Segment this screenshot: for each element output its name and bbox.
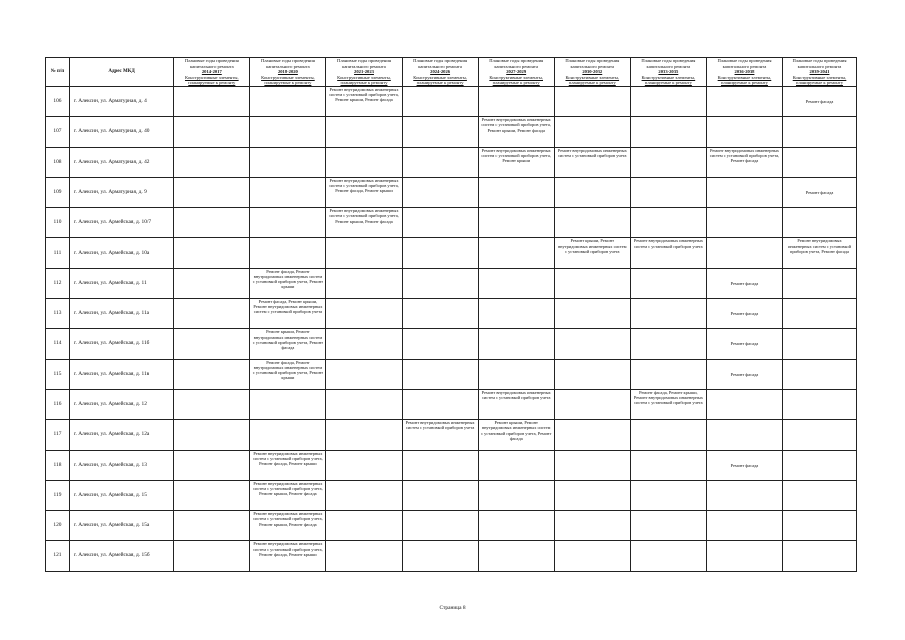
repair-works-cell: Ремонт крыши, Ремонт внутридомовых инженерных систем с установкой приборов учета, Ремонт фасада	[250, 329, 326, 359]
repair-works-cell	[326, 420, 402, 450]
row-address: г. Алексин, ул. Армейская, д. 15а	[69, 511, 173, 541]
repair-works-cell: Ремонт фасада, Ремонт внутридомовых инженерных систем с установкой приборов учета, Ремонт крыши	[250, 359, 326, 389]
repair-works-cell	[326, 268, 402, 298]
repair-works-cell	[478, 299, 554, 329]
repair-works-cell	[630, 511, 706, 541]
table-row	[46, 511, 857, 541]
repair-works-cell	[402, 238, 478, 268]
repair-works-cell	[554, 268, 630, 298]
repair-works-cell	[402, 511, 478, 541]
repair-works-cell: Ремонт внутридомовых инженерных систем с установкой приборов учета, Ремонт фасада	[783, 238, 857, 268]
row-number: 120	[46, 511, 70, 541]
row-address: г. Алексин, ул. Арматурная, д. 40	[69, 117, 173, 147]
header-period: Плановые годы проведения капитального ремонта 2033-2035 Конструктивные элементы, планируемые к ремонту	[630, 58, 706, 87]
header-period: Плановые годы проведения капитального ремонта 2024-2026 Конструктивные элементы, планируемые к ремонту	[402, 58, 478, 87]
repair-works-cell	[478, 238, 554, 268]
repair-works-cell	[783, 420, 857, 450]
row-address: г. Алексин, ул. Армейская, д. 11а	[69, 299, 173, 329]
repair-works-cell	[630, 177, 706, 207]
repair-works-cell	[402, 541, 478, 571]
repair-works-cell	[783, 208, 857, 238]
row-number: 110	[46, 208, 70, 238]
row-address: г. Алексин, ул. Армейская, д. 11	[69, 268, 173, 298]
repair-works-cell	[554, 208, 630, 238]
repair-works-cell	[630, 359, 706, 389]
repair-works-cell	[783, 299, 857, 329]
repair-works-cell	[554, 389, 630, 419]
row-number: 108	[46, 147, 70, 177]
row-number: 119	[46, 480, 70, 510]
repair-works-cell	[250, 420, 326, 450]
table-row	[46, 329, 857, 359]
repair-works-cell	[326, 238, 402, 268]
repair-works-cell	[402, 208, 478, 238]
repair-works-cell	[174, 480, 250, 510]
header-period: Плановые годы проведения капитального ремонта 2018-2020 Конструктивные элементы, планируемые к ремонту	[250, 58, 326, 87]
repair-works-cell	[706, 86, 782, 116]
row-address: г. Алексин, ул. Арматурная, д. 42	[69, 147, 173, 177]
repair-works-cell: Ремонт фасада	[706, 359, 782, 389]
repair-works-cell	[630, 117, 706, 147]
repair-works-cell	[174, 359, 250, 389]
header-period: Плановые годы проведения капитального ремонта 2039-2041 Конструктивные элементы, планируемые к ремонту	[783, 58, 857, 87]
table-row	[46, 389, 857, 419]
repair-works-cell	[174, 389, 250, 419]
repair-works-cell	[174, 208, 250, 238]
row-number: 115	[46, 359, 70, 389]
repair-works-cell	[630, 329, 706, 359]
repair-works-cell	[174, 86, 250, 116]
table-row	[46, 208, 857, 238]
repair-works-cell	[174, 420, 250, 450]
header-period: Плановые годы проведения капитального ремонта 2030-2032 Конструктивные элементы, планируемые к ремонту	[554, 58, 630, 87]
row-number: 106	[46, 86, 70, 116]
repair-works-cell	[402, 299, 478, 329]
row-address: г. Алексин, ул. Армейская, д. 15	[69, 480, 173, 510]
repair-works-cell	[326, 541, 402, 571]
page-number: Страница 8	[439, 605, 466, 611]
repair-works-cell	[554, 359, 630, 389]
repair-works-cell	[174, 329, 250, 359]
repair-works-cell	[478, 541, 554, 571]
repair-works-cell	[174, 450, 250, 480]
repair-works-cell: Ремонт внутридомовых инженерных систем с установкой приборов учета	[630, 238, 706, 268]
row-number: 112	[46, 268, 70, 298]
repair-works-cell: Ремонт фасада, Ремонт крыши, Ремонт внутридомовых инженерных систем с установкой приборов учета	[250, 299, 326, 329]
repair-works-cell: Ремонт внутридомовых инженерных систем с установкой приборов учета, Ремонт фасада, Ремонт крыши	[250, 450, 326, 480]
repair-works-cell	[402, 389, 478, 419]
repair-works-cell	[174, 541, 250, 571]
table-row	[46, 268, 857, 298]
repair-works-cell: Ремонт внутридомовых инженерных систем с установкой приборов учета	[402, 420, 478, 450]
repair-works-cell	[630, 86, 706, 116]
row-address: г. Алексин, ул. Арматурная, д. 9	[69, 177, 173, 207]
repair-works-cell	[554, 329, 630, 359]
repair-works-cell	[478, 208, 554, 238]
header-address: Адрес МКД	[69, 58, 173, 87]
row-address: г. Алексин, ул. Армейская, д. 15б	[69, 541, 173, 571]
repair-works-cell: Ремонт внутридомовых инженерных систем с установкой приборов учета, Ремонт крыши, Ремонт фасада	[250, 480, 326, 510]
table-row	[46, 420, 857, 450]
repair-works-cell	[630, 268, 706, 298]
table-header-row	[46, 58, 857, 87]
repair-works-cell	[554, 117, 630, 147]
row-address: г. Алексин, ул. Армейская, д. 12а	[69, 420, 173, 450]
repair-works-cell	[706, 238, 782, 268]
repair-works-cell: Ремонт внутридомовых инженерных систем с установкой приборов учета, Ремонт крыши, Ремонт фасада	[250, 511, 326, 541]
row-number: 117	[46, 420, 70, 450]
header-num: № п/п	[46, 58, 70, 87]
repair-works-cell	[402, 480, 478, 510]
repair-works-cell: Ремонт внутридомовых инженерных систем с установкой приборов учета	[554, 147, 630, 177]
repair-works-cell	[326, 389, 402, 419]
repair-works-cell	[783, 480, 857, 510]
table-row	[46, 147, 857, 177]
repair-works-cell	[326, 511, 402, 541]
repair-works-cell	[326, 329, 402, 359]
table-row	[46, 450, 857, 480]
repair-works-cell	[783, 541, 857, 571]
table-row	[46, 177, 857, 207]
repair-works-cell	[630, 480, 706, 510]
repair-works-cell	[706, 208, 782, 238]
repair-works-cell	[402, 147, 478, 177]
repair-works-cell	[326, 117, 402, 147]
repair-works-cell: Ремонт внутридомовых инженерных систем с установкой приборов учета, Ремонт фасада	[706, 147, 782, 177]
repair-works-cell	[250, 238, 326, 268]
repair-works-cell: Ремонт фасада, Ремонт крыши, Ремонт внутридомовых инженерных систем с установкой приборов учета	[630, 389, 706, 419]
table-row	[46, 238, 857, 268]
repair-works-cell	[706, 420, 782, 450]
repair-works-cell: Ремонт фасада	[706, 450, 782, 480]
repair-works-cell	[706, 117, 782, 147]
repair-works-cell: Ремонт внутридомовых инженерных систем с установкой приборов учета, Ремонт крыши	[478, 147, 554, 177]
repair-works-cell	[250, 117, 326, 147]
repair-works-cell	[630, 299, 706, 329]
repair-works-cell	[706, 177, 782, 207]
repair-works-cell	[630, 208, 706, 238]
repair-works-cell	[478, 177, 554, 207]
table-row	[46, 480, 857, 510]
repair-works-cell: Ремонт внутридомовых инженерных систем с установкой приборов учета, Ремонт фасада, Ремонт крыши	[326, 177, 402, 207]
repair-works-cell	[554, 511, 630, 541]
repair-works-cell	[478, 480, 554, 510]
row-number: 121	[46, 541, 70, 571]
repair-works-cell	[250, 208, 326, 238]
repair-works-cell	[174, 268, 250, 298]
repair-schedule-table	[45, 57, 857, 572]
header-period: Плановые годы проведения капитального ремонта 2036-2038 Конструктивные элементы, планируемые к ремонту	[706, 58, 782, 87]
repair-works-cell	[706, 511, 782, 541]
header-period: Плановые годы проведения капитального ремонта 2021-2023 Конструктивные элементы, планируемые к ремонту	[326, 58, 402, 87]
repair-works-cell: Ремонт фасада	[706, 268, 782, 298]
repair-works-cell	[783, 450, 857, 480]
row-address: г. Алексин, ул. Армейская, д. 13	[69, 450, 173, 480]
repair-works-cell	[402, 329, 478, 359]
repair-works-cell	[402, 450, 478, 480]
repair-works-cell	[174, 177, 250, 207]
repair-works-cell	[783, 511, 857, 541]
repair-works-cell	[554, 420, 630, 450]
repair-works-cell	[478, 86, 554, 116]
repair-works-cell	[478, 450, 554, 480]
repair-works-cell	[478, 268, 554, 298]
row-address: г. Алексин, ул. Армейская, д. 10а	[69, 238, 173, 268]
repair-works-cell	[174, 117, 250, 147]
row-address: г. Алексин, ул. Армейская, д. 11б	[69, 329, 173, 359]
row-number: 111	[46, 238, 70, 268]
repair-works-cell	[326, 147, 402, 177]
row-address: г. Алексин, ул. Армейская, д. 10/7	[69, 208, 173, 238]
row-number: 116	[46, 389, 70, 419]
repair-works-cell	[250, 147, 326, 177]
repair-works-cell	[174, 147, 250, 177]
repair-works-cell	[630, 147, 706, 177]
repair-works-cell	[478, 511, 554, 541]
repair-works-cell	[554, 541, 630, 571]
repair-works-cell: Ремонт внутридомовых инженерных систем с установкой приборов учета, Ремонт крыши, Ремонт фасада	[478, 117, 554, 147]
repair-works-cell	[326, 359, 402, 389]
repair-works-cell	[250, 389, 326, 419]
repair-works-cell: Ремонт фасада	[706, 299, 782, 329]
repair-works-cell	[706, 541, 782, 571]
repair-works-cell	[326, 299, 402, 329]
row-number: 114	[46, 329, 70, 359]
repair-works-cell	[783, 268, 857, 298]
repair-works-cell	[174, 238, 250, 268]
repair-works-cell	[630, 420, 706, 450]
table-row	[46, 299, 857, 329]
repair-works-cell	[554, 177, 630, 207]
repair-works-cell	[174, 299, 250, 329]
repair-works-cell	[706, 389, 782, 419]
repair-works-cell	[402, 359, 478, 389]
row-number: 107	[46, 117, 70, 147]
repair-works-cell	[402, 268, 478, 298]
header-period: Плановые годы проведения капитального ремонта 2014-2017 Конструктивные элементы, планируемые к ремонту	[174, 58, 250, 87]
repair-works-cell	[402, 177, 478, 207]
repair-works-cell	[326, 480, 402, 510]
repair-works-cell	[630, 541, 706, 571]
repair-works-cell	[783, 389, 857, 419]
repair-works-cell: Ремонт внутридомовых инженерных систем с установкой приборов учета, Ремонт фасада, Ремонт крыши	[250, 541, 326, 571]
table-row	[46, 541, 857, 571]
repair-works-cell: Ремонт фасада	[783, 177, 857, 207]
repair-works-cell	[174, 511, 250, 541]
repair-works-cell	[554, 480, 630, 510]
repair-works-cell	[250, 86, 326, 116]
row-number: 118	[46, 450, 70, 480]
repair-works-cell	[783, 147, 857, 177]
row-address: г. Алексин, ул. Армейская, д. 12	[69, 389, 173, 419]
header-period: Плановые годы проведения капитального ремонта 2027-2029 Конструктивные элементы, планируемые к ремонту	[478, 58, 554, 87]
table-row	[46, 117, 857, 147]
repair-works-cell: Ремонт внутридомовых инженерных систем с установкой приборов учета	[478, 389, 554, 419]
repair-works-cell	[250, 177, 326, 207]
repair-works-cell: Ремонт внутридомовых инженерных систем с установкой приборов учета, Ремонт крыши, Ремонт фасада	[326, 86, 402, 116]
repair-works-cell	[326, 450, 402, 480]
repair-works-cell	[402, 86, 478, 116]
table-row	[46, 86, 857, 116]
repair-works-cell: Ремонт фасада, Ремонт внутридомовых инженерных систем с установкой приборов учета, Ремонт крыши	[250, 268, 326, 298]
repair-works-cell	[783, 359, 857, 389]
repair-works-cell: Ремонт внутридомовых инженерных систем с установкой приборов учета, Ремонт крыши, Ремонт фасада	[326, 208, 402, 238]
row-number: 109	[46, 177, 70, 207]
repair-works-cell	[783, 329, 857, 359]
repair-works-cell	[554, 450, 630, 480]
repair-works-cell	[706, 480, 782, 510]
repair-works-cell	[630, 450, 706, 480]
repair-works-cell	[783, 117, 857, 147]
repair-works-cell	[478, 329, 554, 359]
repair-works-cell: Ремонт фасада	[783, 86, 857, 116]
row-address: г. Алексин, ул. Армейская, д. 11в	[69, 359, 173, 389]
repair-works-cell: Ремонт фасада	[706, 329, 782, 359]
row-address: г. Алексин, ул. Арматурная, д. 4	[69, 86, 173, 116]
table-body	[46, 86, 857, 571]
table-row	[46, 359, 857, 389]
repair-works-cell	[478, 359, 554, 389]
repair-works-cell: Ремонт крыши, Ремонт внутридомовых инженерных систем с установкой приборов учета, Ремонт фасада	[478, 420, 554, 450]
row-number: 113	[46, 299, 70, 329]
repair-works-cell: Ремонт крыши, Ремонт внутридомовых инженерных систем с установкой приборов учета	[554, 238, 630, 268]
repair-works-cell	[554, 299, 630, 329]
repair-works-cell	[554, 86, 630, 116]
repair-works-cell	[402, 117, 478, 147]
